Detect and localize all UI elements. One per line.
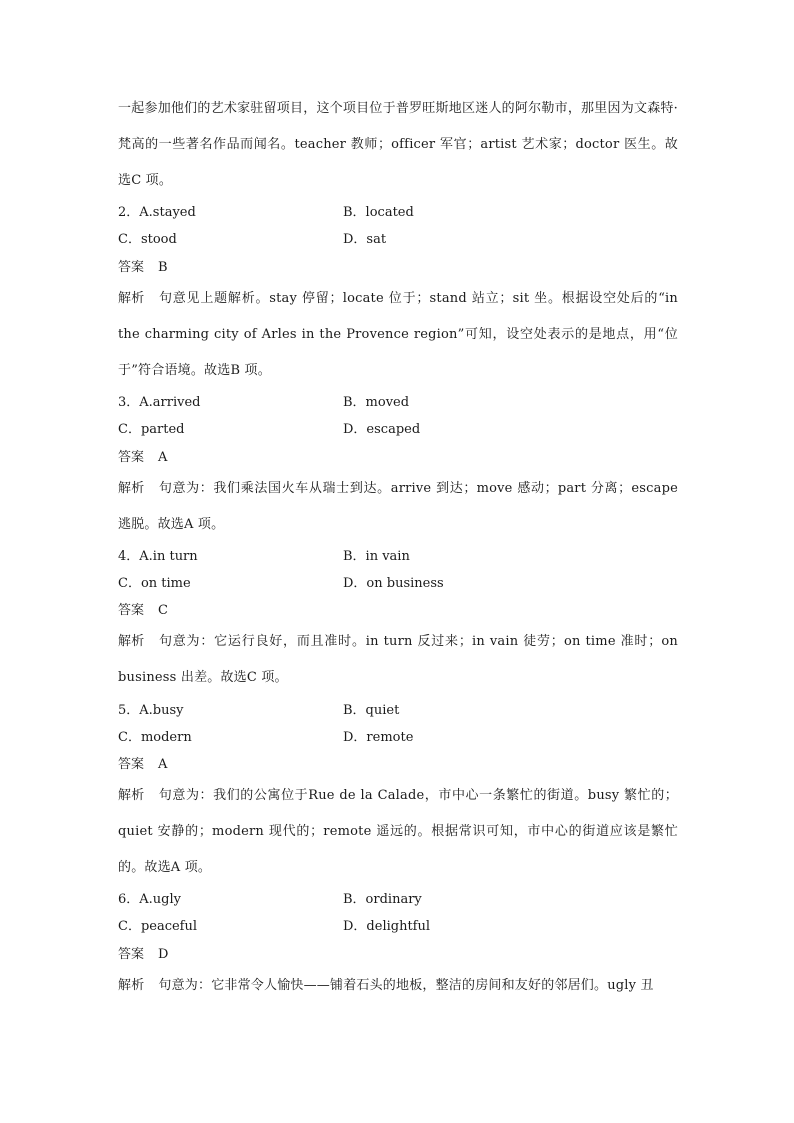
question-2-answer-value: B bbox=[158, 260, 168, 275]
analysis-label: 解析 bbox=[118, 788, 145, 803]
analysis-label: 解析 bbox=[118, 978, 145, 993]
analysis-label: 解析 bbox=[118, 291, 145, 306]
question-5-number: 5． bbox=[118, 703, 140, 718]
question-4-options-row-1 bbox=[118, 547, 678, 567]
question-2-option-a: 2．A.stayed bbox=[118, 205, 196, 220]
question-4-answer-value: C bbox=[158, 603, 168, 618]
question-5-options-row-2 bbox=[118, 728, 678, 748]
answer-label: 答案 bbox=[118, 603, 145, 618]
question-2-analysis-text: 句意见上题解析。stay 停留；locate 位于；stand 站立；sit 坐。根据设空处后的“in the charming city of Arles in the Provence region”可知，设空处表示的是地点，用“位于”符合语境。故选B 项。 bbox=[118, 291, 678, 378]
question-2-analysis bbox=[118, 281, 678, 389]
question-4-answer bbox=[118, 601, 168, 621]
question-3-options-row-1 bbox=[118, 393, 678, 413]
question-3-option-b: B．moved bbox=[343, 395, 410, 410]
question-2-option-d: D．sat bbox=[343, 232, 387, 247]
question-5-analysis-text: 句意为：我们的公寓位于Rue de la Calade，市中心一条繁忙的街道。busy 繁忙的；quiet 安静的；modern 现代的；remote 遥远的。根据常识可知，市中心的街道应该是繁忙的。故选A 项。 bbox=[118, 788, 678, 875]
question-3-number: 3． bbox=[118, 395, 140, 410]
question-4-analysis bbox=[118, 624, 678, 696]
question-4-number: 4． bbox=[118, 549, 140, 564]
question-6-number: 6． bbox=[118, 892, 140, 907]
question-3-option-a: 3．A.arrived bbox=[118, 395, 201, 410]
question-3-analysis bbox=[118, 471, 678, 543]
question-6-option-d: D．delightful bbox=[343, 919, 431, 934]
question-6-analysis-text: 句意为：它非常令人愉快——铺着石头的地板，整洁的房间和友好的邻居们。ugly 丑 bbox=[158, 978, 654, 993]
answer-label: 答案 bbox=[118, 757, 145, 772]
question-3-answer-value: A bbox=[158, 450, 168, 465]
question-6-analysis bbox=[118, 968, 678, 1004]
answer-label: 答案 bbox=[118, 260, 145, 275]
intro-paragraph: 一起参加他们的艺术家驻留项目，这个项目位于普罗旺斯地区迷人的阿尔勒市，那里因为文森特·梵高的一些著名作品而闻名。teacher 教师；officer 军官；artist 艺术家；doctor 医生。故选C 项。 bbox=[118, 101, 678, 188]
question-6-options-row-1 bbox=[118, 890, 678, 910]
question-2-answer bbox=[118, 258, 168, 278]
question-4-option-c: C．on time bbox=[118, 576, 191, 591]
question-2-option-c: C．stood bbox=[118, 232, 177, 247]
question-3-answer bbox=[118, 448, 167, 468]
answer-label: 答案 bbox=[118, 450, 145, 465]
question-6-answer-value: D bbox=[158, 947, 169, 962]
question-3-options-row-2 bbox=[118, 420, 678, 440]
question-5-option-c: C．modern bbox=[118, 730, 192, 745]
analysis-label: 解析 bbox=[118, 634, 145, 649]
question-2-option-b: B．located bbox=[343, 205, 414, 220]
question-5-analysis bbox=[118, 778, 678, 886]
question-5-option-d: D．remote bbox=[343, 730, 414, 745]
question-6-option-b: B．ordinary bbox=[343, 892, 422, 907]
question-6-option-c: C．peaceful bbox=[118, 919, 198, 934]
question-3-option-d: D．escaped bbox=[343, 422, 421, 437]
question-3-option-c: C．parted bbox=[118, 422, 185, 437]
question-4-option-b: B．in vain bbox=[343, 549, 410, 564]
question-6-options-row-2 bbox=[118, 917, 678, 937]
question-2-options-row-1 bbox=[118, 203, 678, 223]
question-4-options-row-2 bbox=[118, 574, 678, 594]
question-5-option-a: 5．A.busy bbox=[118, 703, 184, 718]
question-4-option-a: 4．A.in turn bbox=[118, 549, 198, 564]
question-5-options-row-1 bbox=[118, 701, 678, 721]
question-5-answer-value: A bbox=[158, 757, 168, 772]
question-4-option-d: D．on business bbox=[343, 576, 444, 591]
question-4-analysis-text: 句意为：它运行良好，而且准时。in turn 反过来；in vain 徒劳；on time 准时；on business 出差。故选C 项。 bbox=[118, 634, 678, 685]
question-6-option-a: 6．A.ugly bbox=[118, 892, 181, 907]
question-3-analysis-text: 句意为：我们乘法国火车从瑞士到达。arrive 到达；move 感动；part 分离；escape 逃脱。故选A 项。 bbox=[118, 481, 678, 532]
question-2-number: 2． bbox=[118, 205, 140, 220]
question-5-option-b: B．quiet bbox=[343, 703, 400, 718]
answer-label: 答案 bbox=[118, 947, 145, 962]
question-5-answer bbox=[118, 755, 167, 775]
question-6-answer bbox=[118, 945, 168, 965]
question-2-options-row-2 bbox=[118, 230, 678, 250]
analysis-label: 解析 bbox=[118, 481, 145, 496]
